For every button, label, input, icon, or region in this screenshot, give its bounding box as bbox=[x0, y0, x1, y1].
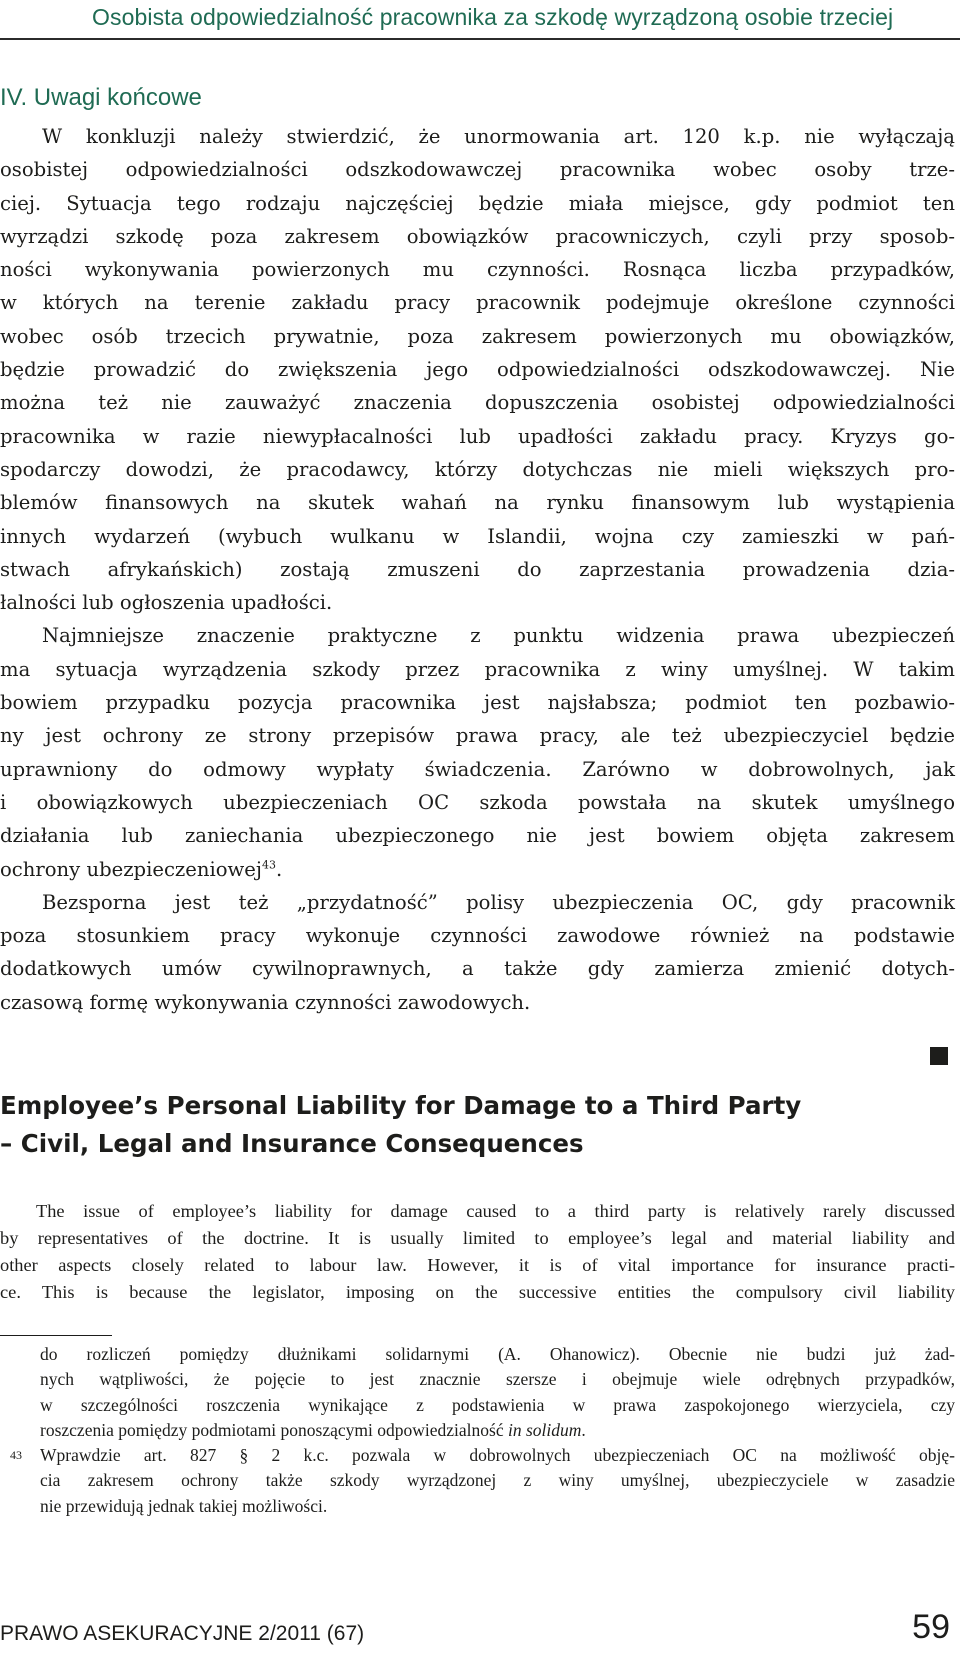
footnote-ref[interactable]: 43 bbox=[261, 858, 276, 871]
body-line: osobistej odpowiedzialności odszkodowawczej pracownika wobec osoby trze- bbox=[0, 158, 955, 182]
body-line: łalności lub ogłoszenia upadłości. bbox=[0, 591, 333, 615]
footnote-line: cia zakresem ochrony także szkody wyrządzonej z winy umyślnej, ubezpieczyciele w zasadzie bbox=[40, 1470, 955, 1491]
body-line: innych wydarzeń (wybuch wulkanu w Islandii, wojna czy zamieszki w pań- bbox=[0, 524, 955, 548]
body-line: ny jest ochrony ze strony przepisów prawa pracy, ale też ubezpieczyciel będzie bbox=[0, 724, 955, 748]
footnote-line: w szczególności roszczenia wynikające z podstawienia w prawa zaspokojonego wierzyciela, czy bbox=[40, 1394, 955, 1415]
body-line: czasową formę wykonywania czynności zawodowych. bbox=[0, 990, 531, 1014]
english-abstract bbox=[0, 1198, 955, 1306]
body-line: ciej. Sytuacja tego rodzaju najczęściej będzie miała miejsce, gdy podmiot ten bbox=[0, 191, 955, 215]
body-line: bowiem przypadku pozycja pracownika jest najsłabsza; podmiot ten pozbawio- bbox=[0, 691, 955, 715]
footnote-line: nych wątpliwości, że pojęcie to jest znacznie szersze i obejmuje wiele odrębnych przypadków, bbox=[40, 1369, 955, 1390]
body-line: wobec osób trzecich prywatnie, poza zakresem powierzonych mu obowiązków, bbox=[0, 324, 955, 348]
end-of-article-mark bbox=[930, 1047, 948, 1065]
body-line: można też nie zauważyć znaczenia dopuszczenia osobistej odpowiedzialności bbox=[0, 391, 955, 415]
abstract-line: other aspects closely related to labour law. However, it is of vital importance for insurance practi- bbox=[0, 1255, 955, 1275]
body-line: działania lub zaniechania ubezpieczonego nie jest bowiem objęta zakresem bbox=[0, 824, 955, 848]
footnote-line: do rozliczeń pomiędzy dłużnikami solidarnymi (A. Ohanowicz). Obecnie nie budzi już żad- bbox=[40, 1344, 955, 1364]
abstract-line: ce. This is because the legislator, imposing on the successive entities the compulsory civil liability bbox=[0, 1282, 955, 1302]
footnote-line bbox=[40, 1418, 955, 1443]
footer-journal-name: PRAWO ASEKURACYJNE 2/2011 (67) bbox=[0, 1622, 365, 1645]
running-header: Osobista odpowiedzialność pracownika za szkodę wyrządzoną osobie trzeciej bbox=[92, 4, 894, 30]
body-line-text: ochrony ubezpieczeniowej bbox=[0, 857, 262, 881]
body-line: będzie prowadzić do zwiększenia jego odpowiedzialności odszkodowawczej. Nie bbox=[0, 358, 955, 382]
footnote-period: . bbox=[581, 1419, 586, 1440]
abstract-line: The issue of employee’s liability for damage caused to a third party is relatively rarely discussed bbox=[36, 1201, 955, 1221]
footnote-italic: in solidum bbox=[508, 1419, 582, 1440]
body-line: stwach afrykańskich) zostają zmuszeni do zaprzestania prowadzenia dzia- bbox=[0, 557, 955, 581]
body-line: i obowiązkowych ubezpieczeniach OC szkoda powstała na skutek umyślnego bbox=[0, 790, 955, 814]
body-line: spodarczy dowodzi, że pracodawcy, którzy dotychczas nie mieli większych pro- bbox=[0, 457, 955, 481]
footnote-line: Wprawdzie art. 827 § 2 k.c. pozwala w dobrowolnych ubezpieczeniach OC na możliwość obję- bbox=[40, 1445, 955, 1466]
page-number: 59 bbox=[912, 1608, 950, 1646]
body-line: uprawniony do odmowy wypłaty świadczenia. Zarówno w dobrowolnych, jak bbox=[0, 757, 955, 781]
body-text bbox=[0, 120, 955, 1019]
section-heading: IV. Uwagi końcowe bbox=[0, 84, 202, 111]
body-line: Najmniejsze znaczenie praktyczne z punktu widzenia prawa ubezpieczeń bbox=[42, 624, 955, 648]
english-title-line: Employee’s Personal Liability for Damage to a Third Party bbox=[0, 1091, 802, 1120]
header-rule bbox=[0, 38, 960, 40]
body-line: ności wykonywania powierzonych mu czynności. Rosnąca liczba przypadków, bbox=[0, 258, 955, 282]
body-line: Bezsporna jest też „przydatność” polisy ubezpieczenia OC, gdy pracownik bbox=[42, 890, 955, 914]
body-line: dodatkowych umów cywilnoprawnych, a także gdy zamierza zmienić dotych- bbox=[0, 957, 955, 981]
body-line: W konkluzji należy stwierdzić, że unormowania art. 120 k.p. nie wyłączają bbox=[42, 125, 955, 148]
body-line: pracownika w razie niewypłacalności lub upadłości zakładu pracy. Kryzys go- bbox=[0, 424, 955, 448]
body-line: wyrządzi szkodę poza zakresem obowiązków pracowniczych, czyli przy sposob- bbox=[0, 224, 955, 248]
english-title bbox=[0, 1087, 801, 1163]
body-line: ma sytuacja wyrządzenia szkody przez pracownika z winy umyślnej. W takim bbox=[0, 657, 955, 681]
body-line: poza stosunkiem pracy wykonuje czynności zawodowe również na podstawie bbox=[0, 924, 955, 948]
footnote-number: 43 bbox=[10, 1448, 22, 1462]
body-line: w których na terenie zakładu pracy pracownik podejmuje określone czynności bbox=[0, 291, 955, 315]
body-line-period: . bbox=[275, 857, 283, 881]
footnotes bbox=[40, 1342, 955, 1519]
english-title-line: – Civil, Legal and Insurance Consequences bbox=[0, 1129, 584, 1158]
body-line bbox=[0, 853, 955, 886]
abstract-line: by representatives of the doctrine. It is usually limited to employee’s legal and material liability and bbox=[0, 1228, 955, 1248]
body-line: blemów finansowych na skutek wahań na rynku finansowym lub wystąpienia bbox=[0, 491, 955, 515]
footnote-line: nie przewidują jednak takiej możliwości. bbox=[40, 1495, 328, 1516]
footnote-line-text: roszczenia pomiędzy podmiotami ponoszącymi odpowiedzialność bbox=[40, 1419, 508, 1440]
footnote-rule bbox=[0, 1335, 112, 1336]
